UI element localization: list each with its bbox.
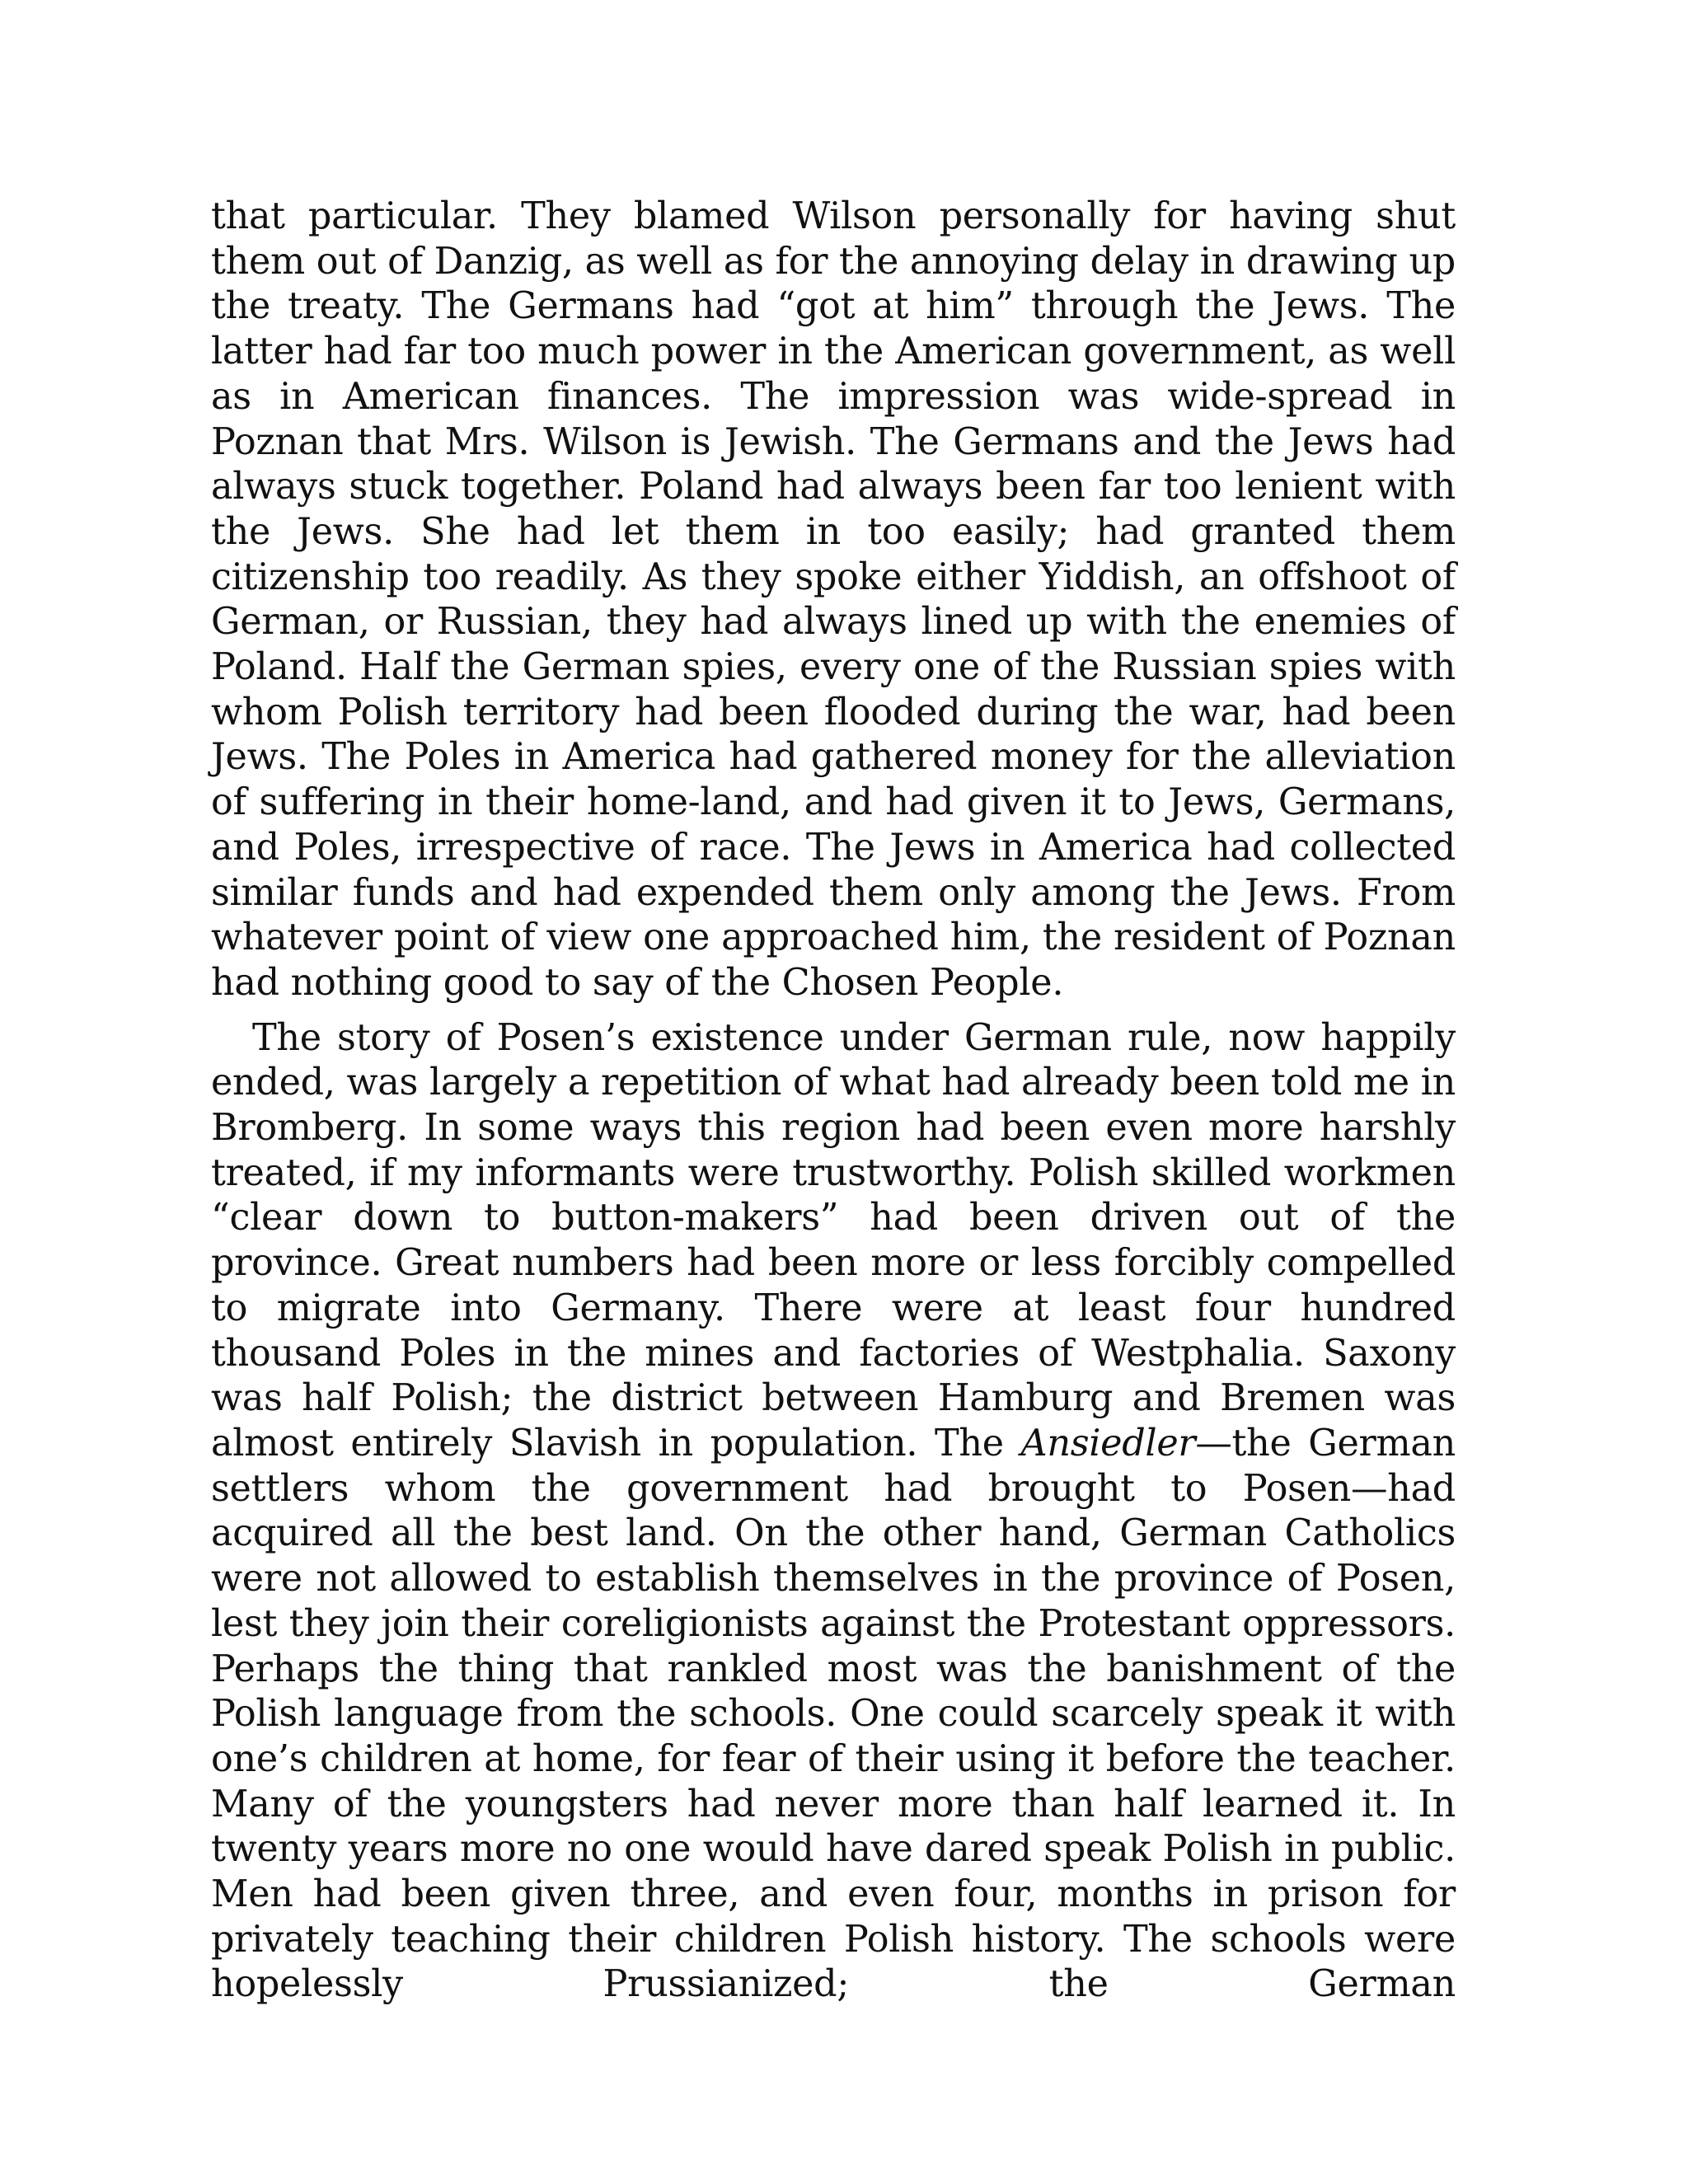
paragraph-2-text-a: The story of Posen’s existence under German rule, now happily ended, was largely a repetition of what had already been told me in Bromberg. In some ways this region had been even more harshly treated, if my informants were trustworthy. Polish skilled workmen “clear down to button-makers” had been driven out of the province. Great numbers had been more or less forcibly compelled to migrate into Germany. There were at least four hundred thousand Poles in the mines and factories of Westphalia. Saxony was half Polish; the district between Hamburg and Bremen was almost entirely Slavish in population. The bbox=[211, 1016, 1456, 1465]
italic-term-ansiedler: Ansiedler bbox=[1020, 1422, 1196, 1465]
paragraph-1: that particular. They blamed Wilson personally for having shut them out of Danzig, as well as for the annoying delay in drawing up the treaty. The Germans had “got at him” through the Jews. The latter had far too much power in the American government, as well as in American finances. The impression was wide-spread in Poznan that Mrs. Wilson is Jewish. The Germans and the Jews had always stuck together. Poland had always been far too lenient with the Jews. She had let them in too easily; had granted them citizenship too readily. As they spoke either Yiddish, an offshoot of German, or Russian, they had always lined up with the enemies of Poland. Half the German spies, every one of the Russian spies with whom Polish territory had been flooded during the war, had been Jews. The Poles in America had gathered money for the alleviation of suffering in their home-land, and had given it to Jews, Germans, and Poles, irrespective of race. The Jews in America had collected similar funds and had expended them only among the Jews. From whatever point of view one approached him, the resident of Poznan had nothing good to say of the Chosen People. bbox=[211, 195, 1456, 1004]
paragraph-2 bbox=[211, 1016, 1456, 2008]
paragraph-2-text-b: —the German settlers whom the government had brought to Posen—had acquired all the best land. On the other hand, German Catholics were not allowed to establish themselves in the province of Posen, lest they join their coreligionists against the Protestant oppressors. Perhaps the thing that rankled most was the banishment of the Polish language from the schools. One could scarcely speak it with one’s children at home, for fear of their using it before the teacher. Many of the youngsters had never more than half learned it. In twenty years more no one would have dared speak Polish in public. Men had been given three, and even four, months in prison for privately teaching their children Polish history. The schools were hopelessly Prussianized; the German bbox=[211, 1422, 1456, 2006]
page-body bbox=[211, 194, 1456, 2008]
